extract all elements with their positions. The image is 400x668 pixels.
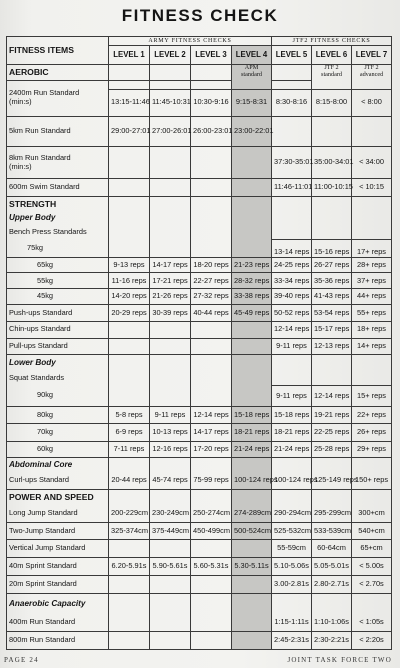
section-strength: STRENGTH [7,196,109,211]
table-row [7,576,392,594]
bench-weight-75: 75kg [7,239,109,257]
cell: 18+ reps [352,321,392,338]
level-2-header: LEVEL 2 [150,46,191,65]
level-7-header: LEVEL 7 [352,46,392,65]
run-5k-label: 5km Run Standard [7,116,109,146]
cell: 17-20 reps [191,441,232,458]
page-number: PAGE 24 [4,656,39,664]
cell [109,178,150,196]
table-row [7,614,392,631]
curlups-label: Curl-ups Standard [7,472,109,490]
level-5-header: LEVEL 5 [272,46,312,65]
cell: 75-99 reps [191,472,232,490]
cell: 37:30-35:01 [272,147,312,179]
cell [150,576,191,594]
cell: 100-124 reps [232,472,272,490]
squat-weight-60: 60kg [7,441,109,458]
cell [109,631,150,649]
cell: 55+ reps [352,305,392,322]
cell: 27-32 reps [191,289,232,305]
cell [191,576,232,594]
cell: 65+cm [352,540,392,558]
cell: 5.10-5.06s [272,558,312,576]
cell: 295-299cm [312,504,352,522]
table-row [7,540,392,558]
cell: 3.00-2.81s [272,576,312,594]
army-checks-header: ARMY FITNESS CHECKS [109,37,272,46]
cell: 53-54 reps [312,305,352,322]
table-row [7,89,392,116]
table-row [7,631,392,649]
cell: 40-44 reps [191,305,232,322]
cell: 5.05-5.01s [312,558,352,576]
cell: 10:30-9:16 [191,89,232,116]
cell: 8:15-8:00 [312,89,352,116]
cell: 29:00-27:01 [109,116,150,146]
apm-standard-note: APM standard [232,65,272,89]
cell: 2:30-2:21s [312,631,352,649]
cell: 24-25 reps [272,257,312,273]
cell: < 8:00 [352,89,392,116]
cell: 5.30-5.11s [232,558,272,576]
table-row [7,441,392,458]
cell: 540+cm [352,522,392,540]
cell: 20-29 reps [109,305,150,322]
cell [191,239,232,257]
cell [191,338,232,355]
cell: 533-539cm [312,522,352,540]
vertical-jump-label: Vertical Jump Standard [7,540,109,558]
cell: 19-21 reps [312,406,352,423]
cell: 274-289cm [232,504,272,522]
book-title: JOINT TASK FORCE TWO [287,656,392,664]
cell: 22-27 reps [191,273,232,289]
squat-label: Squat Standards [7,372,109,386]
cell [150,540,191,558]
squat-weight-90: 90kg [7,385,109,406]
fitness-items-header: FITNESS ITEMS [7,37,109,65]
cell: < 34:00 [352,147,392,179]
table-row [7,423,392,441]
table-row [7,472,392,490]
cell: 37+ reps [352,273,392,289]
table-row [7,504,392,522]
cell: 525-532cm [272,522,312,540]
cell: 9:15-8:31 [232,89,272,116]
cell: 5-8 reps [109,406,150,423]
cell: 29+ reps [352,441,392,458]
cell: 450-499cm [191,522,232,540]
anaerobic-row [7,593,392,614]
cell: 21-24 reps [272,441,312,458]
cell: 7-11 reps [109,441,150,458]
cell: 8:30-8:16 [272,89,312,116]
cell [272,116,312,146]
cell: 44+ reps [352,289,392,305]
cell [232,178,272,196]
cell [232,338,272,355]
cell: 12-16 reps [150,441,191,458]
cell: 14+ reps [352,338,392,355]
cell: 100-124 reps [272,472,312,490]
run-8k-unit: (min:s) [9,161,32,171]
run-800-label: 800m Run Standard [7,631,109,649]
cell: 5.60-5.31s [191,558,232,576]
level-4-header: LEVEL 4 [232,46,272,65]
cell: 17-21 reps [150,273,191,289]
cell: 11:00-10:15 [312,178,352,196]
cell: 39-40 reps [272,289,312,305]
page-title: FITNESS CHECK [121,6,279,25]
jtf2-advanced-note: JTF 2 advanced [352,65,392,89]
cell [150,321,191,338]
cell [109,321,150,338]
cell: 13:15-11:46 [109,89,150,116]
cell: 14-17 reps [191,423,232,441]
sprint-20-label: 20m Sprint Standard [7,576,109,594]
cell: 33-34 reps [272,273,312,289]
cell: 50-52 reps [272,305,312,322]
run-8k-label: 8km Run Standard [9,153,71,163]
cell [150,631,191,649]
cell [109,614,150,631]
cell: 6-9 reps [109,423,150,441]
cell: 1:15-1:11s [272,614,312,631]
jtf2-checks-header: JTF2 FITNESS CHECKS [272,37,392,46]
cell: 150+ reps [352,472,392,490]
cell: 18-20 reps [191,257,232,273]
cell [109,540,150,558]
power-row [7,489,392,504]
cell: 11:46-11:01 [272,178,312,196]
cell [150,147,191,179]
cell: 20-44 reps [109,472,150,490]
swim-600-label: 600m Swim Standard [7,178,109,196]
section-power-speed: POWER AND SPEED [7,489,109,504]
table-row [7,406,392,423]
chinups-label: Chin-ups Standard [7,321,109,338]
abdominal-row [7,458,392,472]
cell [109,147,150,179]
cell: 35:00-34:01 [312,147,352,179]
long-jump-label: Long Jump Standard [7,504,109,522]
cell: 21-23 reps [232,257,272,273]
cell [232,385,272,406]
cell [150,385,191,406]
table-row [7,178,392,196]
cell: < 5.00s [352,558,392,576]
cell: 14-20 reps [109,289,150,305]
cell: 15-18 reps [272,406,312,423]
level-1-header: LEVEL 1 [109,46,150,65]
cell: 2.80-2.71s [312,576,352,594]
cell [232,321,272,338]
cell [109,576,150,594]
cell: 11:45-10:31 [150,89,191,116]
cell: 15+ reps [352,385,392,406]
cell: 300+cm [352,504,392,522]
cell [150,178,191,196]
cell [150,338,191,355]
jtf2-standard-note: JTF 2 standard [312,65,352,89]
section-anaerobic-capacity: Anaerobic Capacity [7,593,109,614]
strength-section-row [7,196,392,211]
cell: 125-149 reps [312,472,352,490]
table-row [7,522,392,540]
table-row [7,558,392,576]
squat-weight-80: 80kg [7,406,109,423]
cell: 21-26 reps [150,289,191,305]
cell: 12-14 reps [272,321,312,338]
cell: 22+ reps [352,406,392,423]
cell: 25-28 reps [312,441,352,458]
cell: 18-21 reps [232,423,272,441]
cell [109,338,150,355]
cell: 9-11 reps [272,338,312,355]
cell: 45-49 reps [232,305,272,322]
pullups-label: Pull-ups Standard [7,338,109,355]
run-2400-label: 2400m Run Standard [9,88,80,98]
cell: < 1:05s [352,614,392,631]
cell: 18-21 reps [272,423,312,441]
cell [352,116,392,146]
table-row [7,147,392,179]
cell: 10-13 reps [150,423,191,441]
cell [191,540,232,558]
cell: < 2.70s [352,576,392,594]
cell [232,540,272,558]
section-lower-body: Lower Body [7,355,109,372]
cell [191,147,232,179]
cell: 9-11 reps [150,406,191,423]
cell [150,614,191,631]
cell: 30-39 reps [150,305,191,322]
cell: 21-24 reps [232,441,272,458]
cell: < 10:15 [352,178,392,196]
bench-press-label: Bench Press Standards [7,225,109,240]
aerobic-section-row [7,65,392,81]
cell: 28+ reps [352,257,392,273]
squat-label-row [7,372,392,386]
squat-weight-70: 70kg [7,423,109,441]
cell: 22-25 reps [312,423,352,441]
two-jump-label: Two-Jump Standard [7,522,109,540]
group-header-row [7,37,392,46]
cell [191,178,232,196]
table-row [7,338,392,355]
cell [232,614,272,631]
table-row [7,385,392,406]
section-aerobic: AEROBIC [7,65,109,81]
cell: 41-43 reps [312,289,352,305]
cell: 28-32 reps [232,273,272,289]
cell: 13-14 reps [272,239,312,257]
cell: 1:10-1:06s [312,614,352,631]
run-2400-unit: (min:s) [9,96,32,106]
page-footer [0,654,400,668]
section-upper-body: Upper Body [7,211,109,225]
cell: 26:00-23:01 [191,116,232,146]
cell: 200-229cm [109,504,150,522]
bench-weight-55: 55kg [7,273,109,289]
upper-body-row [7,211,392,225]
cell: 35-36 reps [312,273,352,289]
table-row [7,116,392,146]
cell: 12-13 reps [312,338,352,355]
cell: 45-74 reps [150,472,191,490]
cell: 375-449cm [150,522,191,540]
level-3-header: LEVEL 3 [191,46,232,65]
cell: 17+ reps [352,239,392,257]
cell: 500-524cm [232,522,272,540]
table-row [7,305,392,322]
cell: 2:45-2:31s [272,631,312,649]
bench-weight-65: 65kg [7,257,109,273]
cell [191,631,232,649]
sprint-40-label: 40m Sprint Standard [7,558,109,576]
cell: 15-18 reps [232,406,272,423]
cell: 325-374cm [109,522,150,540]
cell: 33-38 reps [232,289,272,305]
cell: 9-13 reps [109,257,150,273]
table-row [7,289,392,305]
cell: 6.20-5.91s [109,558,150,576]
cell: 15-16 reps [312,239,352,257]
bench-label-row [7,225,392,240]
lower-body-row [7,355,392,372]
pushups-label: Push-ups Standard [7,305,109,322]
level-6-header: LEVEL 6 [312,46,352,65]
bench-weight-45: 45kg [7,289,109,305]
cell: 12-14 reps [191,406,232,423]
cell: 9-11 reps [272,385,312,406]
cell: 23:00-22:01 [232,116,272,146]
table-row [7,273,392,289]
cell [232,576,272,594]
run-400-label: 400m Run Standard [7,614,109,631]
cell: 26+ reps [352,423,392,441]
fitness-table [6,36,392,650]
cell: 26-27 reps [312,257,352,273]
cell: 11-16 reps [109,273,150,289]
cell [109,239,150,257]
cell [109,385,150,406]
cell [232,147,272,179]
cell [191,385,232,406]
cell: 60-64cm [312,540,352,558]
cell: 12-14 reps [312,385,352,406]
cell: 14-17 reps [150,257,191,273]
cell [150,239,191,257]
table-row [7,321,392,338]
cell [312,116,352,146]
table-row [7,239,392,257]
cell [232,631,272,649]
cell: 15-17 reps [312,321,352,338]
cell: < 2:20s [352,631,392,649]
table-row [7,257,392,273]
section-abdominal-core: Abdominal Core [7,458,109,472]
cell: 250-274cm [191,504,232,522]
cell: 5.90-5.61s [150,558,191,576]
cell: 27:00-26:01 [150,116,191,146]
cell: 230-249cm [150,504,191,522]
cell [191,614,232,631]
cell: 55-59cm [272,540,312,558]
cell: 290-294cm [272,504,312,522]
cell [191,321,232,338]
cell [232,239,272,257]
